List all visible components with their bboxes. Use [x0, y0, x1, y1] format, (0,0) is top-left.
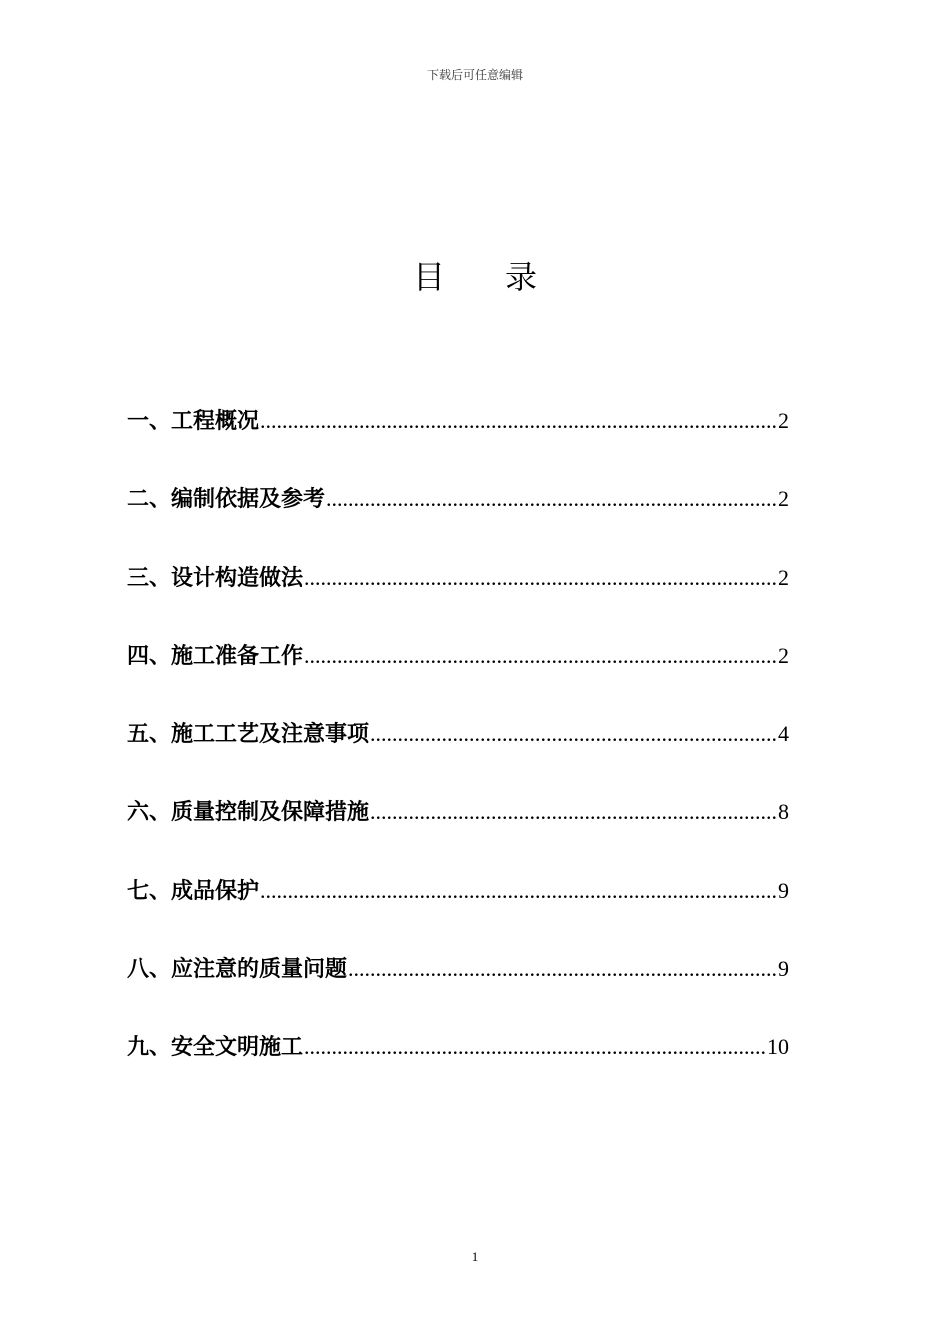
toc-entry-label: 八、应注意的质量问题 — [127, 957, 348, 983]
toc-entry-label: 四、施工准备工作 — [127, 643, 304, 669]
toc-entry-5[interactable] — [127, 717, 789, 795]
toc-dot-leader — [260, 408, 777, 434]
header-note: 下载后可任意编辑 — [426, 68, 523, 82]
toc-entry-3[interactable] — [127, 561, 789, 639]
toc-entry-label: 二、编制依据及参考 — [127, 487, 326, 513]
toc-dot-leader — [370, 799, 777, 825]
toc-title — [0, 252, 950, 298]
toc-entry-label: 一、工程概况 — [127, 409, 260, 434]
toc-title-char-2: 录 — [505, 258, 538, 296]
toc-dot-leader — [370, 721, 777, 747]
toc-entry-page: 9 — [778, 956, 789, 982]
toc-entry-8[interactable] — [127, 952, 789, 1030]
toc-dot-leader — [304, 565, 777, 591]
toc-entry-6[interactable] — [127, 795, 789, 873]
toc-entry-2[interactable] — [127, 482, 789, 560]
toc-entry-label: 九、安全文明施工 — [127, 1035, 304, 1061]
toc-entry-label: 五、施工工艺及注意事项 — [127, 722, 370, 748]
toc-dot-leader — [304, 1034, 766, 1060]
toc-title-char-1: 目 — [412, 258, 445, 296]
toc-list — [127, 404, 789, 1109]
toc-entry-label: 六、质量控制及保障措施 — [127, 800, 370, 826]
toc-entry-page: 8 — [778, 799, 789, 825]
toc-entry-page: 10 — [767, 1034, 789, 1060]
toc-dot-leader — [348, 956, 777, 982]
toc-entry-4[interactable] — [127, 639, 789, 717]
toc-entry-label: 七、成品保护 — [127, 878, 260, 904]
toc-entry-page: 2 — [778, 486, 789, 512]
toc-entry-label: 三、设计构造做法 — [127, 565, 304, 591]
toc-entry-page: 9 — [778, 877, 789, 903]
toc-entry-page: 2 — [778, 642, 789, 668]
toc-entry-9[interactable] — [127, 1030, 789, 1108]
toc-dot-leader — [304, 643, 777, 669]
toc-entry-page: 2 — [778, 408, 789, 433]
toc-dot-leader — [326, 486, 777, 512]
toc-entry-1[interactable] — [127, 404, 789, 482]
toc-entry-page: 4 — [778, 721, 789, 747]
page-number: 1 — [471, 1249, 479, 1264]
toc-dot-leader — [260, 878, 777, 904]
toc-entry-page: 2 — [778, 564, 789, 590]
toc-entry-7[interactable] — [127, 874, 789, 952]
